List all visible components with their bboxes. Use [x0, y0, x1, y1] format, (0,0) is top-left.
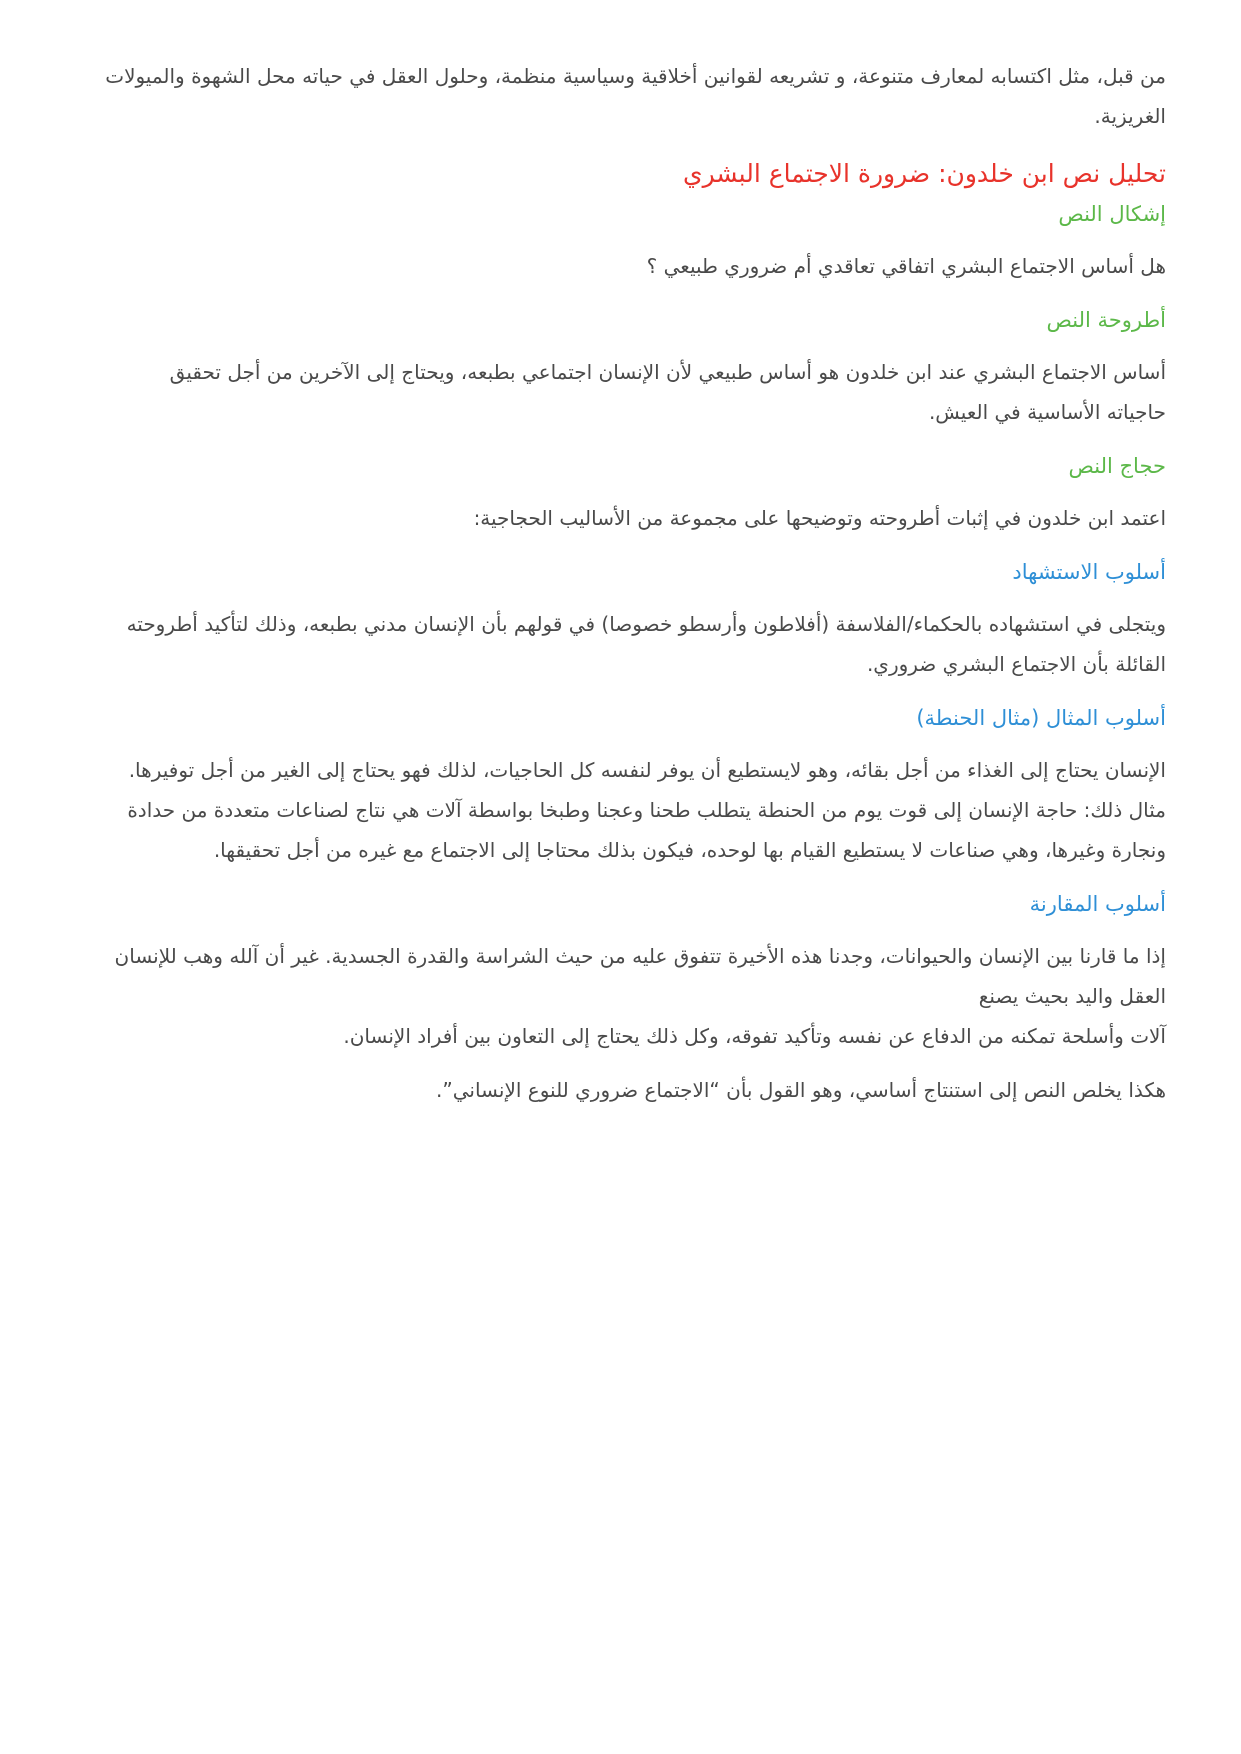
- example-line: مثال ذلك: حاجة الإنسان إلى قوت يوم من الحنطة يتطلب طحنا وعجنا وطبخا بواسطة آلات هي نتاج لصناعات متعددة من حدادة: [127, 798, 1166, 822]
- comparison-line: آلات وأسلحة تمكنه من الدفاع عن نفسه وتأكيد تفوقه، وكل ذلك يحتاج إلى التعاون بين أفراد الإنسان.: [343, 1024, 1166, 1048]
- thesis-line: أساس الاجتماع البشري عند ابن خلدون هو أساس طبيعي لأن الإنسان اجتماعي بطبعه، ويحتاج إلى الآخرين من أجل تحقيق: [169, 360, 1166, 384]
- thesis-line: حاجياته الأساسية في العيش.: [928, 400, 1166, 424]
- problem-paragraph: [88, 246, 1166, 286]
- problem-line: هل أساس الاجتماع البشري اتفاقي تعاقدي أم ضروري طبيعي ؟: [646, 254, 1166, 278]
- comparison-heading: أسلوب المقارنة: [1029, 892, 1166, 916]
- comparison-line: إذا ما قارنا بين الإنسان والحيوانات، وجدنا هذه الأخيرة تتفوق عليه من حيث الشراسة والقدرة الجسدية. غير أن آلله وهب للإنسان: [114, 944, 1166, 968]
- example-paragraph: [88, 750, 1166, 870]
- citation-line: القائلة بأن الاجتماع البشري ضروري.: [866, 652, 1166, 676]
- conclusion-line: هكذا يخلص النص إلى استنتاج أساسي، وهو القول بأن “الاجتماع ضروري للنوع الإنساني”.: [435, 1078, 1166, 1102]
- arguments-line: اعتمد ابن خلدون في إثبات أطروحته وتوضيحها على مجموعة من الأساليب الحجاجية:: [473, 506, 1166, 530]
- example-heading: أسلوب المثال (مثال الحنطة): [916, 706, 1166, 730]
- arguments-heading: حجاج النص: [1068, 454, 1166, 478]
- example-line: ونجارة وغيرها، وهي صناعات لا يستطيع القيام بها لوحده، فيكون بذلك محتاجا إلى الاجتماع مع غيره من أجل تحقيقها.: [213, 838, 1166, 862]
- article-content: [88, 56, 1166, 1110]
- citation-line: ويتجلى في استشهاده بالحكماء/الفلاسفة (أفلاطون وأرسطو خصوصا) في قولهم بأن الإنسان مدني بطبعه، وذلك لتأكيد أطروحته: [126, 612, 1166, 636]
- comparison-line: العقل واليد بحيث يصنع: [978, 984, 1166, 1008]
- example-line: الإنسان يحتاج إلى الغذاء من أجل بقائه، وهو لايستطيع أن يوفر لنفسه كل الحاجيات، لذلك فهو يحتاج إلى الغير من أجل توفيرها.: [128, 758, 1166, 782]
- article-title: تحليل نص ابن خلدون: ضرورة الاجتماع البشري: [683, 159, 1166, 188]
- problem-heading: إشكال النص: [1058, 202, 1166, 226]
- comparison-paragraph: [88, 936, 1166, 1056]
- intro-line: الغريزية.: [1094, 104, 1166, 128]
- citation-heading: أسلوب الاستشهاد: [1012, 560, 1166, 584]
- thesis-heading: أطروحة النص: [1046, 308, 1166, 332]
- arguments-paragraph: [88, 498, 1166, 538]
- citation-paragraph: [88, 604, 1166, 684]
- intro-paragraph: [88, 56, 1166, 136]
- thesis-paragraph: [88, 352, 1166, 432]
- conclusion-paragraph: [88, 1070, 1166, 1110]
- intro-line: من قبل، مثل اكتسابه لمعارف متنوعة، و تشريعه لقوانين أخلاقية وسياسية منظمة، وحلول العقل في حياته محل الشهوة والميولات: [105, 64, 1166, 88]
